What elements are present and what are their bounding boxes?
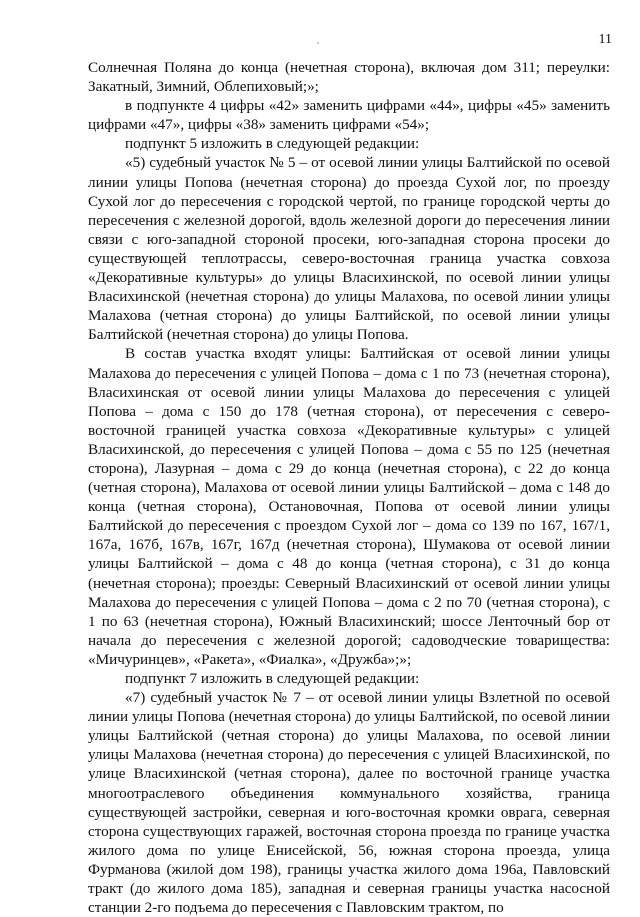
- page-number: 11: [598, 32, 612, 47]
- paragraph-continuation: Солнечная Поляна до конца (нечетная сторона), включая дом 311; переулки: Закатный, Зимний, Облепиховый;»;: [88, 59, 610, 96]
- paragraph-subitem-4-amendment: в подпункте 4 цифры «42» заменить цифрами «44», цифры «45» заменить цифрами «47», цифры «38» заменить цифрами «54»;: [88, 97, 610, 134]
- paragraph-court-district-5: «5) судебный участок № 5 – от осевой линии улицы Балтийской по осевой линии улицы Попова (нечетная сторона) до проезда Сухой лог, по проезду Сухой лог до пересечения с городской чертой, по границе городской черты до пересечения с железной дорогой, вдоль железной дороги до пересечения линии связи с юго-западной стороной просеки, юго-западная сторона просеки до существующей теплотрассы, северо-восточная граница участка совхоза «Декоративные культуры» до улицы Власихинской, по осевой линии улицы Власихинской (нечетная сторона) до улицы Малахова, по осевой линии улицы Малахова (четная сторона) до улицы Балтийской, по осевой линии улицы Балтийской (нечетная сторона) до улицы Попова.: [88, 154, 610, 344]
- paragraph-district-5-streets: В состав участка входят улицы: Балтийская от осевой линии улицы Малахова до пересечения с улицей Попова – дома с 1 по 73 (нечетная сторона), Власихинская от осевой линии улицы Малахова до пересечения с улицей Попова – дома с 150 до 178 (четная сторона), от пересечения с северо-восточной границей участка совхоза «Декоративные культуры» с улицей Власихинской, до пересечения с улицей Попова – дома с 55 по 125 (нечетная сторона), Лазурная – дома с 29 до конца (нечетная сторона), с 22 до конца (четная сторона), Малахова от осевой линии улицы Балтийской – дома с 148 до конца (четная сторона), Остановочная, Попова от осевой линии улицы Балтийской до пересечения с проездом Сухой лог – дома со 139 по 167, 167/1, 167а, 167б, 167в, 167г, 167д (нечетная сторона), Шумакова от осевой линии улицы Балтийской – дома с 48 до конца (четная сторона), с 31 до конца (нечетная сторона); проезды: Северный Власихинский от осевой линии улицы Малахова до пересечения с улицей Попова – дома с 2 по 70 (четная сторона), с 1 по 63 (нечетная сторона), Южный Власихинский; шоссе Ленточный бор от начала до пересечения с железной дорогой; садоводческие товарищества: «Мичуринцев», «Ракета», «Фиалка», «Дружба»;»;: [88, 345, 610, 668]
- document-body: [88, 58, 610, 917]
- scan-speck: [355, 878, 357, 880]
- scan-speck: [317, 42, 319, 44]
- paragraph-subitem-7-heading: подпункт 7 изложить в следующей редакции:: [125, 670, 420, 687]
- paragraph-subitem-5-heading: подпункт 5 изложить в следующей редакции:: [125, 135, 420, 153]
- paragraph-court-district-7: «7) судебный участок № 7 – от осевой линии улицы Взлетной по осевой линии улицы Попова (нечетная сторона) до улицы Балтийской, по осевой линии улицы Балтийской (четная сторона) до улицы Малахова, по осевой линии улицы Малахова (нечетная сторона) до пересечения с улицей Власихинской, по улице Власихинской (четная сторона), далее по восточной границе участка многоотраслевого объединения коммунального хозяйства, граница существующей застройки, северная и юго-восточная кромки оврага, северная сторона существующих гаражей, восточная сторона проезда по границе участка жилого дома по улице Енисейской, 56, южная сторона проезда, улица Фурманова (жилой дом 198), границы участка жилого дома 196а, Павловский тракт (до жилого дома 185), западная и северная границы участка насосной станции 2-го подъема до пересечения с Павловским трактом, по: [88, 689, 610, 917]
